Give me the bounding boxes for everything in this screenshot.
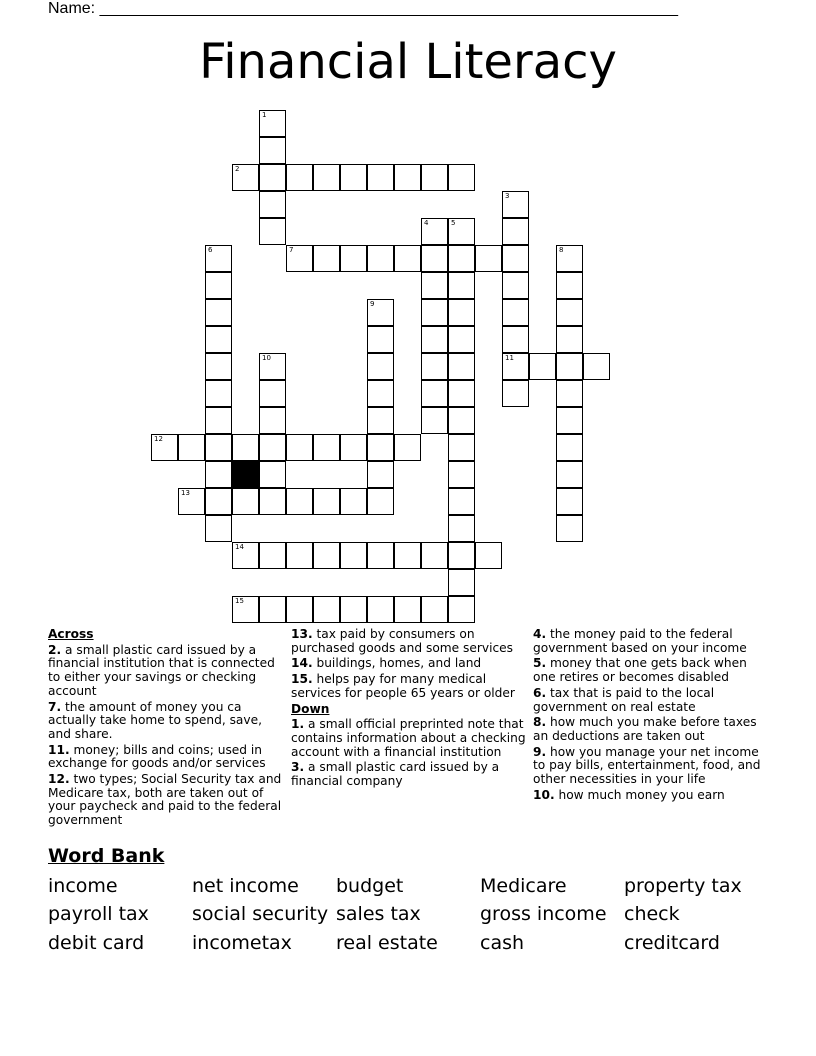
crossword-cell[interactable] [556,380,583,407]
clue-down-10: 10. how much money you earn [533,787,725,802]
crossword-cell[interactable] [205,380,232,407]
crossword-cell[interactable] [178,434,205,461]
crossword-cell[interactable] [448,245,475,272]
crossword-cell[interactable] [448,569,475,596]
crossword-cell[interactable] [259,461,286,488]
crossword-cell[interactable] [394,164,421,191]
crossword-cell[interactable] [421,164,448,191]
crossword-cell[interactable] [448,434,475,461]
clue-number: 14 [235,543,244,551]
clue-down-1: 1. a small official preprinted note that contains information about a checking account with a financial institution [291,717,526,759]
crossword-cell[interactable] [448,218,475,245]
crossword-cell[interactable] [259,596,286,623]
crossword-cell[interactable] [421,299,448,326]
crossword-cell[interactable] [502,353,529,380]
crossword-cell[interactable] [367,245,394,272]
clue-number: 6 [208,246,213,254]
crossword-cell[interactable] [313,488,340,515]
clue-number: 3 [505,192,510,200]
crossword-cell[interactable] [259,137,286,164]
word-bank-item: payroll tax [48,903,149,925]
crossword-cell[interactable] [502,245,529,272]
clues-column-1 [48,628,286,830]
crossword-cell[interactable] [448,488,475,515]
crossword-cell[interactable] [259,164,286,191]
crossword-cell[interactable] [367,542,394,569]
crossword-cell[interactable] [556,272,583,299]
crossword-cell[interactable] [448,380,475,407]
word-bank-item: check [624,903,680,925]
crossword-cell[interactable] [259,407,286,434]
word-bank-item: property tax [624,875,742,897]
crossword-cell[interactable] [205,353,232,380]
crossword-cell[interactable] [259,191,286,218]
clue-number: 12 [154,435,163,443]
crossword-cell[interactable] [367,596,394,623]
clue-number: 11 [505,354,514,362]
crossword-cell[interactable] [448,515,475,542]
crossword-cell[interactable] [313,164,340,191]
crossword-cell[interactable] [502,272,529,299]
clue-number: 10 [262,354,271,362]
crossword-cell[interactable] [394,245,421,272]
crossword-cell[interactable] [259,110,286,137]
crossword-cell[interactable] [421,245,448,272]
clue-number: 15 [235,597,244,605]
clues-column-2 [291,628,529,791]
crossword-cell[interactable] [556,434,583,461]
crossword-cell[interactable] [259,542,286,569]
crossword-cell[interactable] [448,596,475,623]
crossword-cell[interactable] [205,461,232,488]
clue-number: 13 [181,489,190,497]
crossword-cell[interactable] [421,542,448,569]
crossword-cell[interactable] [232,542,259,569]
crossword-cell[interactable] [529,353,556,380]
word-bank-heading: Word Bank [48,845,165,867]
crossword-cell[interactable] [205,488,232,515]
crossword-cell[interactable] [205,272,232,299]
crossword-cell[interactable] [556,488,583,515]
crossword-cell[interactable] [259,488,286,515]
crossword-cell[interactable] [367,380,394,407]
crossword-cell[interactable] [205,407,232,434]
crossword-cell[interactable] [502,191,529,218]
clue-across-11: 11. money; bills and coins; used in exchange for goods and/or services [48,742,266,771]
crossword-cell[interactable] [583,353,610,380]
crossword-cell[interactable] [394,542,421,569]
word-bank-item: budget [336,875,404,897]
word-bank-item: Medicare [480,875,567,897]
crossword-cell[interactable] [259,218,286,245]
crossword-cell[interactable] [556,353,583,380]
word-bank-item: real estate [336,932,438,954]
crossword-cell[interactable] [286,164,313,191]
crossword-cell[interactable] [367,488,394,515]
crossword-cell[interactable] [502,326,529,353]
word-bank-item: creditcard [624,932,720,954]
clue-across-7: 7. the amount of money you ca actually take home to spend, save, and share. [48,699,262,741]
crossword-cell[interactable] [421,326,448,353]
clue-number: 2 [235,165,240,173]
crossword-cell[interactable] [448,353,475,380]
clue-down-3: 3. a small plastic card issued by a financial company [291,760,500,789]
crossword-cell[interactable] [448,461,475,488]
crossword-cell[interactable] [340,596,367,623]
clue-down-8: 8. how much you make before taxes an deductions are taken out [533,715,757,743]
crossword-cell[interactable] [556,326,583,353]
crossword-cell[interactable] [502,380,529,407]
clue-down-9: 9. how you manage your net income to pay bills, entertainment, food, and other necessities in your life [533,744,761,787]
crossword-cell[interactable] [313,542,340,569]
crossword-cell[interactable] [421,596,448,623]
crossword-cell[interactable] [394,434,421,461]
crossword-cell[interactable] [205,299,232,326]
across-heading: Across [48,627,94,641]
word-bank-item: social security [192,903,329,925]
word-bank-item: income [48,875,118,897]
clue-across-13: 13. tax paid by consumers on purchased goods and some services [291,627,514,655]
crossword-cell[interactable] [367,164,394,191]
crossword-cell[interactable] [556,515,583,542]
clue-number: 5 [451,219,456,227]
crossword-cell[interactable] [448,164,475,191]
crossword-cell[interactable] [448,326,475,353]
crossword-cell[interactable] [205,326,232,353]
word-bank-item: net income [192,875,299,897]
word-bank-item: debit card [48,932,145,954]
crossword-cell[interactable] [421,380,448,407]
crossword-cell[interactable] [286,434,313,461]
crossword-cell[interactable] [340,245,367,272]
crossword-cell[interactable] [286,542,313,569]
clue-number: 1 [262,111,267,119]
crossword-cell[interactable] [556,461,583,488]
crossword-cell[interactable] [502,218,529,245]
crossword-cell[interactable] [448,299,475,326]
crossword-cell[interactable] [313,245,340,272]
crossword-cell[interactable] [556,407,583,434]
crossword-cell[interactable] [259,353,286,380]
clue-across-15: 15. helps pay for many medical services for people 65 years or older [291,672,515,700]
crossword-cell[interactable] [556,245,583,272]
crossword-cell[interactable] [475,542,502,569]
clue-number: 4 [424,219,429,227]
crossword-cell[interactable] [286,245,313,272]
crossword-cell[interactable] [232,164,259,191]
crossword-cell[interactable] [313,434,340,461]
clue-number: 8 [559,246,564,254]
clue-number: 7 [289,246,294,254]
crossword-cell[interactable] [421,407,448,434]
crossword-cell[interactable] [259,434,286,461]
crossword-cell[interactable] [367,407,394,434]
crossword-cell[interactable] [205,515,232,542]
clue-across-12: 12. two types; Social Security tax and Medicare tax, both are taken out of your paycheck and paid to the federal government [48,772,282,828]
crossword-cell[interactable] [232,434,259,461]
crossword-cell[interactable] [556,299,583,326]
crossword-cell[interactable] [367,353,394,380]
clues-column-3 [533,628,771,804]
crossword-cell[interactable] [367,299,394,326]
crossword-cell[interactable] [178,488,205,515]
crossword-cell[interactable] [448,542,475,569]
crossword-cell[interactable] [232,596,259,623]
crossword-cell[interactable] [340,488,367,515]
word-bank-item: gross income [480,903,607,925]
crossword-cell[interactable] [340,542,367,569]
crossword-cell[interactable] [394,596,421,623]
crossword-cell[interactable] [421,272,448,299]
crossword-cell[interactable] [421,353,448,380]
crossword-black-cell [232,461,259,488]
clue-across-2: 2. a small plastic card issued by a financial institution that is connected to either your savings or checking account [48,642,275,698]
crossword-cell[interactable] [259,380,286,407]
crossword-cell[interactable] [232,488,259,515]
crossword-cell[interactable] [205,245,232,272]
crossword-cell[interactable] [421,218,448,245]
crossword-cell[interactable] [313,596,340,623]
word-bank-item: incometax [192,932,292,954]
crossword-cell[interactable] [367,326,394,353]
name-field[interactable]: Name: _________________________________________________________________ [48,0,678,17]
word-bank-item: cash [480,932,525,954]
crossword-cell[interactable] [340,434,367,461]
crossword-cell[interactable] [475,245,502,272]
crossword-cell[interactable] [367,434,394,461]
clue-number: 9 [370,300,375,308]
word-bank-item: sales tax [336,903,421,925]
crossword-cell[interactable] [286,596,313,623]
clue-down-6: 6. tax that is paid to the local government on real estate [533,685,715,714]
crossword-cell[interactable] [151,434,178,461]
crossword-cell[interactable] [340,164,367,191]
clue-down-5: 5. money that one gets back when one retires or becomes disabled [533,656,747,685]
crossword-cell[interactable] [502,299,529,326]
crossword-cell[interactable] [448,272,475,299]
crossword-cell[interactable] [448,407,475,434]
clue-across-14: 14. buildings, homes, and land [291,656,482,671]
crossword-cell[interactable] [205,434,232,461]
crossword-cell[interactable] [367,461,394,488]
page-title: Financial Literacy [199,34,617,90]
clue-down-4: 4. the money paid to the federal government based on your income [533,627,747,655]
crossword-cell[interactable] [286,488,313,515]
down-heading: Down [291,701,330,716]
